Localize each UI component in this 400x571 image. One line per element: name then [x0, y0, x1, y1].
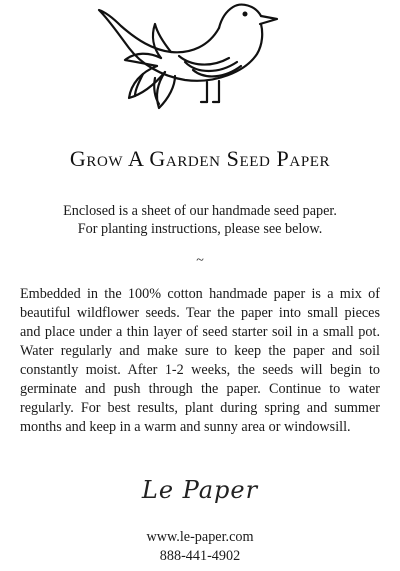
bird-icon	[95, 2, 280, 110]
page-title: Grow A Garden Seed Paper	[69, 146, 331, 171]
brand-logo: Le Paper	[141, 476, 259, 504]
website-url: www.le-paper.com	[146, 529, 254, 545]
intro-line-2: For planting instructions, please see below.	[77, 221, 323, 237]
planting-instructions: Embedded in the 100% cotton handmade paper is a mix of beautiful wildflower seeds. Tear the paper into small pieces and place under a thin layer of seed starter soil in a small pot. Water regularly and make sure to keep the paper and soil constantly moist. After 1-2 weeks, the seeds will begin to germinate and push through the paper. Continue to water regularly. For best results, plant during spring and summer months and keep in a warm and sunny area or windowsill.	[20, 286, 380, 435]
intro-line-1: Enclosed is a sheet of our handmade seed paper.	[63, 203, 337, 219]
intro-text	[20, 202, 380, 238]
phone-number: 888-441-4902	[159, 548, 241, 564]
section-divider: ~	[196, 253, 204, 268]
